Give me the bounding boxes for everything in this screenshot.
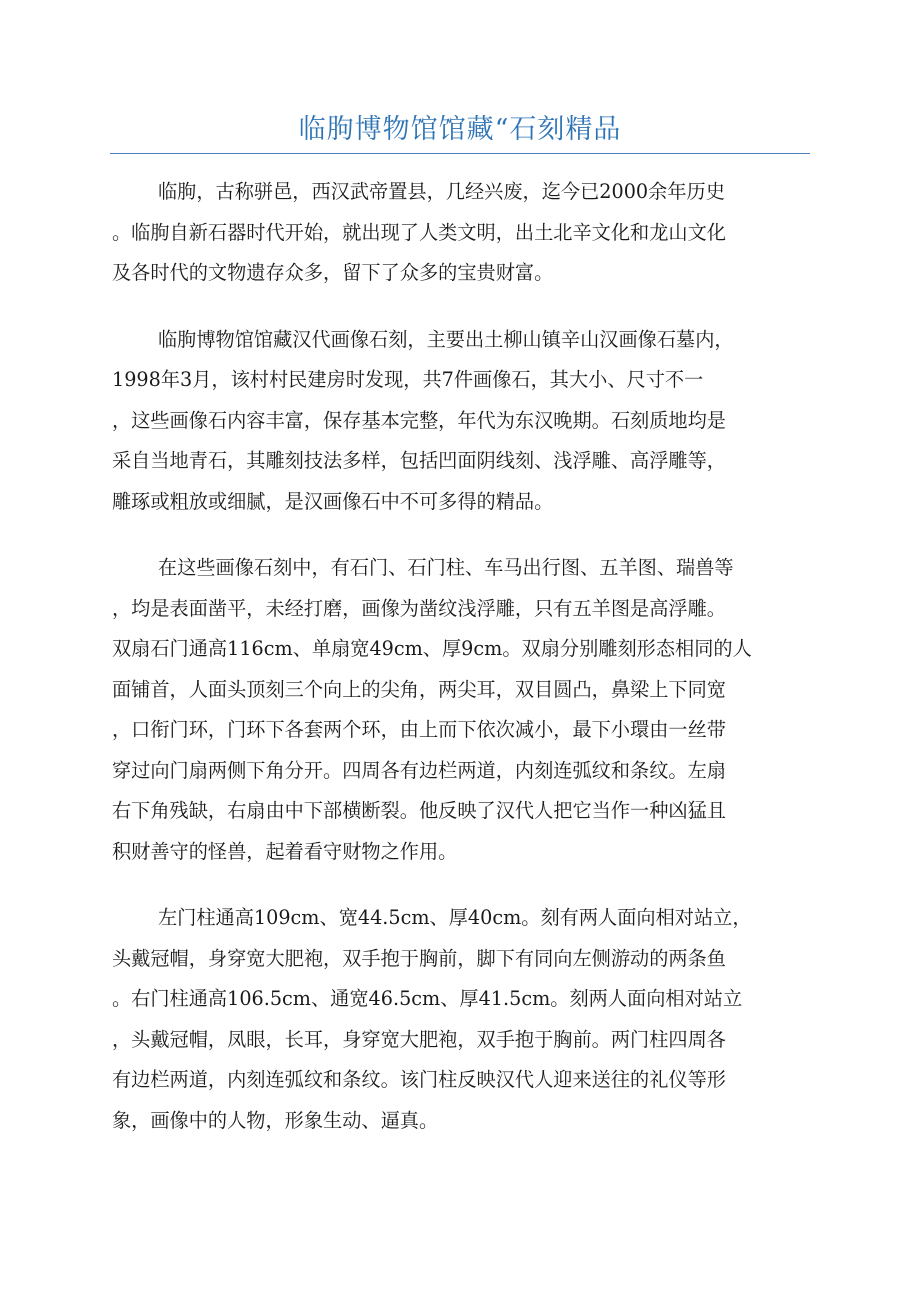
paragraph-line: ，均是表面凿平，未经打磨，画像为凿纹浅浮雕，只有五羊图是高浮雕。 bbox=[112, 596, 726, 620]
paragraph-1 bbox=[112, 172, 812, 294]
paragraph-4 bbox=[112, 898, 812, 1141]
paragraph-line: 雕琢或粗放或细腻，是汉画像石中不可多得的精品。 bbox=[112, 489, 554, 513]
paragraph-line: ，这些画像石内容丰富，保存基本完整，年代为东汉晚期。石刻质地均是 bbox=[112, 408, 726, 432]
paragraph-3 bbox=[112, 548, 812, 872]
paragraph-line: ，头戴冠帽，凤眼，长耳，身穿宽大肥袍，双手抱于胸前。两门柱四周各 bbox=[112, 1027, 726, 1051]
paragraph-line: 左门柱通高109cm、宽44.5cm、厚40cm。刻有两人面向相对站立， bbox=[158, 906, 752, 929]
page-title: 临朐博物馆馆藏“石刻精品 bbox=[298, 114, 622, 145]
paragraph-line: 及各时代的文物遗存众多，留下了众多的宝贵财富。 bbox=[112, 261, 554, 284]
paragraph-line: 右下角残缺，右扇由中下部横断裂。他反映了汉代人把它当作一种凶猛且 bbox=[112, 799, 726, 822]
paragraph-line: 双扇石门通高116cm、单扇宽49cm、厚9cm。双扇分别雕刻形态相同的人 bbox=[112, 637, 752, 660]
paragraph-2 bbox=[112, 320, 812, 523]
paragraph-line: 面铺首，人面头顶刻三个向上的尖角，两尖耳，双目圆凸，鼻梁上下同宽 bbox=[112, 677, 726, 701]
paragraph-line: 头戴冠帽，身穿宽大肥袍，双手抱于胸前，脚下有同向左侧游动的两条鱼 bbox=[112, 946, 726, 970]
paragraph-line: 临朐，古称骈邑，西汉武帝置县，几经兴废，迄今已2000余年历史 bbox=[158, 180, 725, 203]
paragraph-line: 积财善守的怪兽，起着看守财物之作用。 bbox=[112, 839, 458, 863]
paragraph-line: 。临朐自新石器时代开始，就出现了人类文明，出土北辛文化和龙山文化 bbox=[112, 220, 726, 244]
document-body bbox=[112, 172, 812, 1167]
paragraph-line: ，口衔门环，门环下各套两个环，由上而下依次减小，最下小環由一丝带 bbox=[112, 718, 726, 741]
paragraph-line: 穿过向门扇两侧下角分开。四周各有边栏两道，内刻连弧纹和条纹。左扇 bbox=[112, 758, 726, 782]
paragraph-line: 有边栏两道，内刻连弧纹和条纹。该门柱反映汉代人迎来送往的礼仪等形 bbox=[112, 1068, 726, 1091]
paragraph-line: 象，画像中的人物，形象生动、逼真。 bbox=[112, 1108, 439, 1132]
title-underline bbox=[110, 153, 810, 154]
paragraph-line: 1998年3月，该村村民建房时发现，共7件画像石，其大小、尺寸不一 bbox=[112, 368, 704, 391]
paragraph-line: 。右门柱通高106.5cm、通宽46.5cm、厚41.5cm。刻两人面向相对站立 bbox=[112, 987, 743, 1010]
paragraph-line: 临朐博物馆馆藏汉代画像石刻，主要出土柳山镇辛山汉画像石墓内， bbox=[158, 327, 734, 351]
paragraph-line: 在这些画像石刻中，有石门、石门柱、车马出行图、五羊图、瑞兽等 bbox=[158, 556, 734, 579]
paragraph-line: 采自当地青石，其雕刻技法多样，包括凹面阴线刻、浅浮雕、高浮雕等， bbox=[112, 449, 726, 472]
